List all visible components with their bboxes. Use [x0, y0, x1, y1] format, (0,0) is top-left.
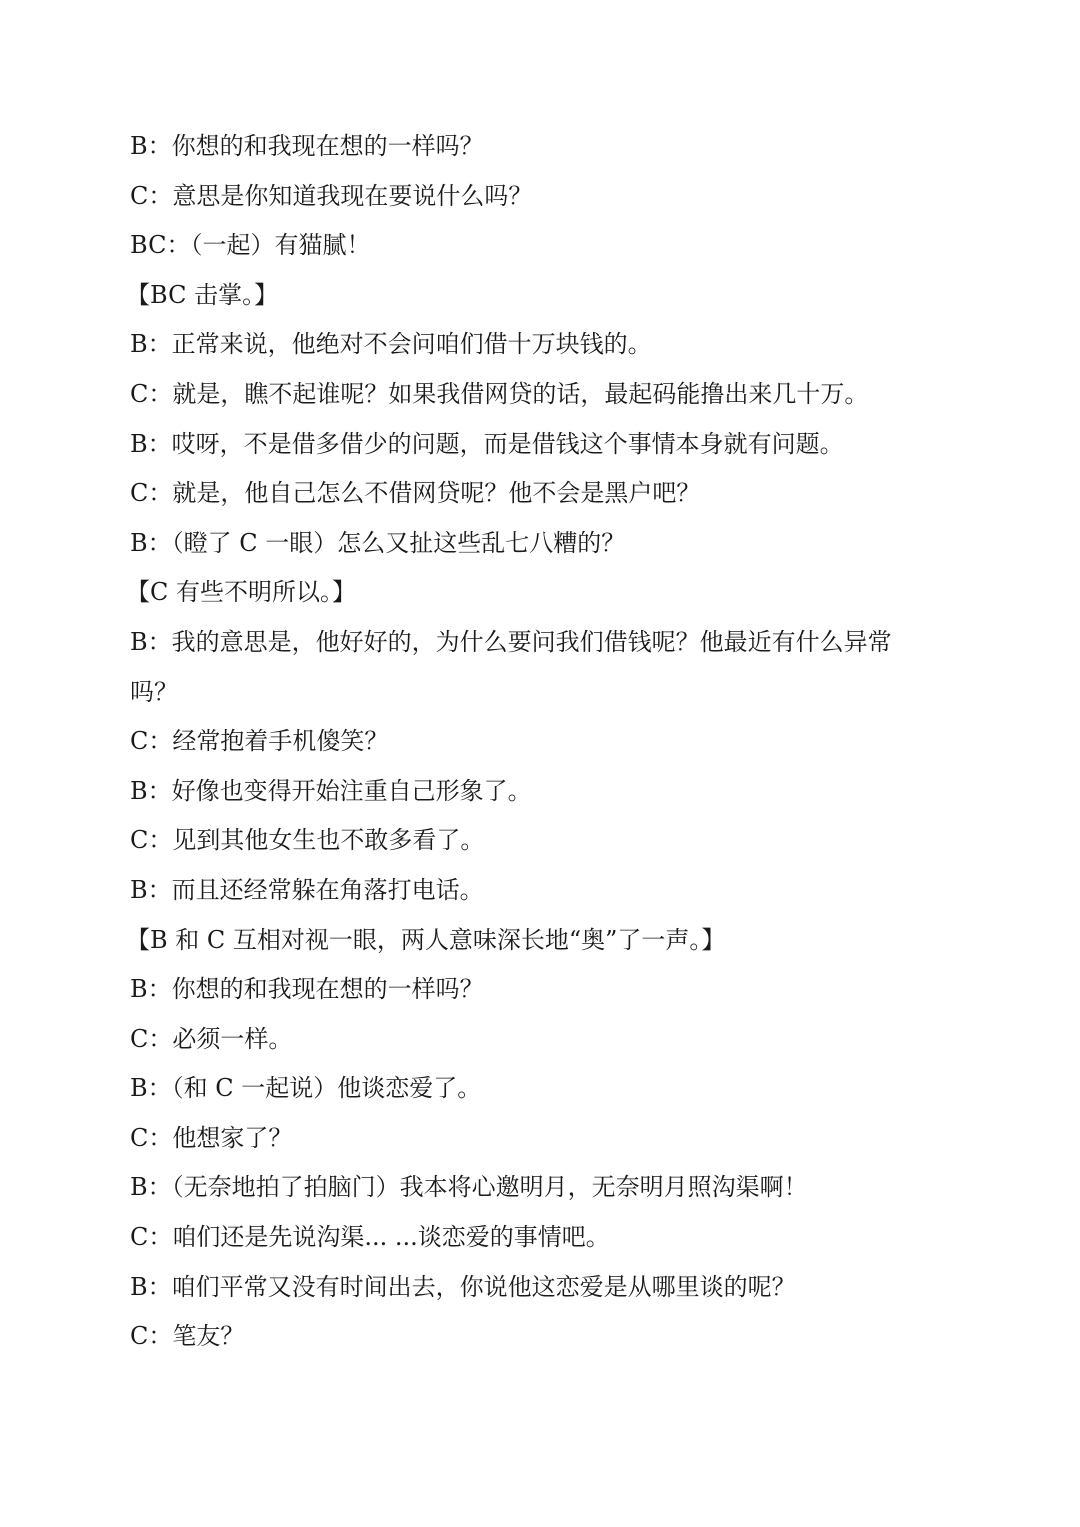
dialogue-line: C：必须一样。 [130, 1024, 293, 1053]
dialogue-line: B：我的意思是，他好好的，为什么要问我们借钱呢？他最近有什么异常 [130, 627, 892, 656]
dialogue-line: B：你想的和我现在想的一样吗？ [130, 975, 484, 1004]
dialogue-line: B：好像也变得开始注重自己形象了。 [130, 776, 532, 805]
dialogue-line: B：你想的和我现在想的一样吗？ [130, 132, 484, 160]
stage-direction: 【C 有些不明所以。】 [126, 578, 356, 607]
dialogue-line: B：（瞪了 C 一眼）怎么又扯这些乱七八糟的？ [130, 528, 626, 557]
dialogue-line: C：他想家了？ [130, 1123, 293, 1152]
dialogue-line: B：而且还经常躲在角落打电话。 [130, 875, 484, 904]
script-body [126, 122, 960, 1362]
dialogue-line: C：就是，瞧不起谁呢？如果我借网贷的话，最起码能撸出来几十万。 [130, 379, 869, 408]
dialogue-line: B：（无奈地拍了拍脑门）我本将心邀明月，无奈明月照沟渠啊！ [130, 1173, 808, 1202]
dialogue-line: B：正常来说，他绝对不会问咱们借十万块钱的。 [130, 330, 652, 359]
dialogue-line: BC：（一起）有猫腻！ [130, 231, 371, 260]
dialogue-line: C：笔友？ [130, 1322, 245, 1351]
dialogue-line: B：哎呀，不是借多借少的问题，而是借钱这个事情本身就有问题。 [130, 429, 844, 458]
dialogue-line: B：（和 C 一起说）他谈恋爱了。 [130, 1074, 482, 1103]
dialogue-line: C：见到其他女生也不敢多看了。 [130, 826, 485, 855]
stage-direction: 【BC 击掌。】 [126, 280, 279, 309]
dialogue-line: C：咱们还是先说沟渠... ...谈恋爱的事情吧。 [130, 1223, 610, 1252]
dialogue-line: C：意思是你知道我现在要说什么吗？ [130, 181, 533, 210]
dialogue-line: C：就是，他自己怎么不借网贷呢？他不会是黑户吧？ [130, 479, 701, 508]
dialogue-line: B：咱们平常又没有时间出去，你说他这恋爱是从哪里谈的呢？ [130, 1272, 796, 1301]
stage-direction: 【B 和 C 互相对视一眼，两人意味深长地“奥”了一声。】 [126, 925, 726, 954]
dialogue-line-continuation: 吗？ [130, 677, 178, 706]
dialogue-line: C：经常抱着手机傻笑？ [130, 727, 389, 756]
